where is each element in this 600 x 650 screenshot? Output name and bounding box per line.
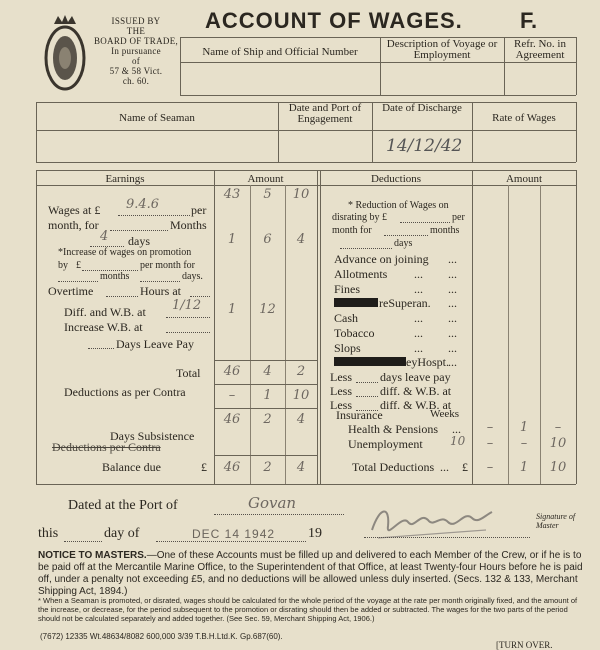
footnote: * When a Seaman is promoted, or disrated, wages should be calculated for the whole period of the voyage at the rate per month originally fixed, and the amount of the increase, or decrease, for the period subsequent to the promotion or disrating should then be added or subtracted. The wages for the two parts of the period should not be calculated separately and added together. (See Sec. 59, Merchant Shipping Act, 1906.) — [38, 596, 578, 623]
disrating-months-label: months — [430, 225, 460, 236]
of-text: of — [131, 56, 141, 66]
insurance-label: Insurance — [336, 408, 383, 422]
total-deductions-label: Total Deductions — [352, 460, 435, 474]
turn-over-label: [TURN OVER. — [496, 640, 553, 650]
amount-unemployment-pence: 10 — [549, 436, 567, 451]
less-leave-label: Less — [330, 370, 352, 384]
signature-label: Signature of Master — [536, 512, 576, 530]
amount-diff-pounds: 1 — [227, 302, 237, 317]
wages-account-form: ISSUED BY THE BOARD OF TRADE, In pursuance of 57 & 58 Vict. ch. 60. ACCOUNT OF WAGES. F. Name of Ship and Official Number Description of Voyage or Employment Refr. No. in Agreement Name of Seaman Date and Port of Engagement Date of Discharge Rate of Wages 14/12/42 Earnings Amount Deductions Amount Wages at £ 9.4.6 per month, for Months 4 days *Increase of wages on promotion by £ per month for months days. Overtime Hours at Diff. and W.B. at 1/12 Increase W.B. at Days Leave Pay Total Deductions as per Contra Days Subsistence Deductions per Contra Balance due £ 43 5 10 1 6 4 1 12 46 4 2 – 1 10 46 2 4 46 2 4 * Reduction of Wages on disrating by £ per month for months days Advance on joining ... Allotments ... ... Fines ... ... reSuperan. ... Cash ... ... Tobacco ... ... Slops ... ... eyHospt. ... Less days leave pay Less diff. & W.B. at Less diff. & W.B. at Insurance Weeks Health & Pensions ... Unemployment 10 Total Deductions ... £ – 1 – – – 10 – 1 10 Dated at the Port of Govan this day of DEC 14 1942 19 Signature of Master NOTICE TO MASTERS.—One of these Accounts must be filled up and delivered to each Member of the Crew, or if he is to be paid off at the Mercantile Marine Office, to the Superintendent of that Office, at least Twenty-four Hours before he is paid off, under a penalty not exceeding £5, and no deductions will be allowed unless duly inserted. (Secs. 132 & 133, Merchant Shipping Act, 1894.) * When a Seaman is promoted, or disrated, wages should be calculated for the whole period of the voyage at the rate per month originally fixed, and the amount of the increase, or decrease, for the period subsequent to the promotion or disrating should then be added or subtracted. The wages for the two parts of the period should not be calculated separately and added together. (See Sec. 59, Merchant Shipping Act, 1906.) (7672) 12335 Wt.48634/8082 600,000 3/39 T.B.H.Ltd.K. Gp.687(60). [TURN OVER. — [0, 0, 600, 650]
months-label: Months — [170, 218, 207, 232]
superan-label: reSuperan. — [379, 296, 431, 310]
fines-label: Fines — [334, 282, 361, 296]
notice-title: NOTICE TO MASTERS. — [38, 550, 147, 561]
amount-balance-shillings: 2 — [263, 460, 272, 475]
rate-label: Rate of Wages — [492, 112, 556, 124]
amount-total-pounds: 46 — [223, 364, 241, 379]
deductions-amount-header: Amount — [505, 173, 543, 185]
amount-balance-pence: 4 — [296, 460, 306, 475]
disrating-days-label: days — [394, 238, 413, 249]
advance-label: Advance on joining — [334, 252, 429, 266]
unemployment-weeks-value: 10 — [450, 434, 466, 448]
amount-days-shillings: 6 — [263, 232, 272, 247]
weeks-label: Weeks — [430, 408, 460, 420]
hours-at-label: Hours at — [140, 284, 181, 298]
disrating-per-label: per — [452, 212, 465, 223]
amount-days-pounds: 1 — [227, 232, 237, 247]
amount-total-deductions-pence: 10 — [549, 460, 567, 475]
year-prefix: 19 — [308, 526, 322, 541]
amount-health-shillings: 1 — [519, 420, 529, 435]
redaction-bar — [334, 357, 406, 366]
amount-subtotal-shillings: 2 — [263, 412, 272, 427]
earnings-amount-header: Amount — [247, 173, 284, 185]
unemployment-label: Unemployment — [348, 437, 423, 451]
less-diff2-rest: diff. & W.B. at — [380, 398, 452, 412]
amount-wages-shillings: 5 — [263, 187, 272, 202]
deductions-contra-label: Deductions as per Contra — [64, 385, 186, 399]
wages-at-label: Wages at £ — [48, 203, 101, 217]
notice-block — [38, 550, 583, 598]
overtime-label: Overtime — [48, 284, 94, 298]
amount-unemployment-pounds: – — [486, 436, 494, 451]
amount-total-deductions-pounds: – — [486, 460, 494, 475]
amount-wages-pounds: 43 — [223, 187, 241, 202]
royal-crest-icon — [40, 14, 90, 98]
amount-wages-pence: 10 — [292, 187, 310, 202]
days-subsistence-label: Days Subsistence — [110, 429, 195, 443]
pursuance-text: In pursuance — [111, 46, 161, 56]
issued-by-text: ISSUED BY — [111, 16, 161, 26]
diff-wb-label: Diff. and W.B. at — [64, 305, 146, 319]
advance-dots: ... — [448, 252, 457, 266]
less-diff-label: Less — [330, 384, 352, 398]
amount-unemployment-shillings: – — [520, 436, 528, 451]
total-label: Total — [176, 366, 201, 380]
amount-subtotal-pence: 4 — [296, 412, 306, 427]
deductions-header: Deductions — [370, 173, 422, 185]
port-value: Govan — [248, 494, 297, 512]
this-label: this — [38, 526, 59, 541]
page-title: ACCOUNT OF WAGES. — [205, 8, 463, 33]
less-diff-rest: diff. & W.B. at — [380, 384, 452, 398]
chapter-text: ch. 60. — [122, 76, 150, 86]
allotments-label: Allotments — [334, 267, 388, 281]
amount-health-pounds: – — [486, 420, 494, 435]
days-label: days — [128, 234, 150, 248]
less-diff2-label: Less — [330, 398, 352, 412]
amount-balance-pounds: 46 — [223, 460, 241, 475]
tobacco-label: Tobacco — [334, 326, 375, 340]
increase-wb-label: Increase W.B. at — [64, 320, 143, 334]
amount-health-pence: – — [554, 420, 562, 435]
ship-name-label: Name of Ship and Official Number — [202, 46, 358, 58]
master-signature — [368, 500, 498, 546]
disrating-month-label: month for — [332, 225, 372, 236]
less-leave-rest: days leave pay — [380, 370, 451, 384]
acts-text: 57 & 58 Vict. — [109, 66, 163, 76]
day-of-label: day of — [104, 526, 140, 541]
diff-rate-value: 1/12 — [172, 298, 202, 313]
engagement-label: Date and Port of Engagement — [288, 102, 362, 125]
the-text: THE — [126, 26, 146, 36]
months-days-label: months — [100, 271, 130, 282]
wages-rate-value: 9.4.6 — [126, 197, 160, 212]
days-period-label: days. — [182, 271, 203, 282]
dated-at-label: Dated at the Port of — [68, 498, 178, 513]
redaction-bar — [334, 298, 378, 307]
balance-pound-label: £ — [201, 460, 207, 474]
reduction-label: * Reduction of Wages on — [348, 200, 449, 211]
days-leave-label: Days Leave Pay — [116, 337, 194, 351]
issued-by-block — [92, 16, 180, 86]
allotments-dots: ... — [414, 267, 423, 281]
total-deductions-pound: £ — [462, 460, 468, 474]
amount-total-pence: 2 — [296, 364, 306, 379]
amount-days-pence: 4 — [296, 232, 306, 247]
amount-subtotal-pounds: 46 — [223, 412, 241, 427]
voyage-label: Description of Voyage or Employment — [386, 38, 498, 61]
amount-contra-pence: 10 — [292, 388, 310, 403]
increase-label: *Increase of wages on promotion — [58, 247, 192, 258]
slops-label: Slops — [334, 341, 361, 355]
disrating-label: disrating by £ — [332, 212, 387, 223]
amount-total-deductions-shillings: 1 — [519, 460, 529, 475]
discharge-label: Date of Discharge — [382, 102, 462, 114]
form-letter: F. — [520, 8, 538, 33]
days-value: 4 — [100, 229, 109, 244]
amount-contra-shillings: 1 — [263, 388, 272, 403]
printer-code: (7672) 12335 Wt.48634/8082 600,000 3/39 T.B.H.Ltd.K. Gp.687(60). — [40, 632, 283, 641]
hospt-label: eyHospt. — [406, 355, 449, 369]
board-text: BOARD OF TRADE, — [93, 36, 179, 46]
discharge-date-value: 14/12/42 — [386, 136, 463, 156]
amount-diff-shillings: 12 — [259, 302, 276, 317]
month-for-label: month, for — [48, 218, 99, 232]
date-stamp: DEC 14 1942 — [192, 527, 276, 541]
wages-per-label: per — [191, 203, 207, 217]
amount-total-shillings: 4 — [263, 364, 272, 379]
by-label: by — [58, 260, 68, 271]
amount-contra-pounds: – — [228, 388, 236, 403]
seaman-name-label: Name of Seaman — [119, 112, 195, 124]
balance-due-label: Balance due — [102, 460, 161, 474]
per-month-for-label: per month for — [140, 260, 195, 271]
earnings-header: Earnings — [105, 173, 145, 185]
notice-text: —One of these Accounts must be filled up and delivered to each Member of the Crew, or if he is to be paid off at the Mercantile Marine Office, to the Superintendent of that Office, at least Twenty-four Hours before he is paid off, under a penalty not exceeding £5, and no deductions will be allowed unless duly inserted. (Secs. 132 & 133, Merchant Shipping Act, 1894.) — [38, 550, 583, 597]
cash-label: Cash — [334, 311, 358, 325]
struck-deductions-label: Deductions per Contra — [52, 440, 161, 454]
health-label: Health & Pensions — [348, 422, 438, 436]
refr-no-label: Refr. No. in Agreement — [514, 38, 566, 61]
